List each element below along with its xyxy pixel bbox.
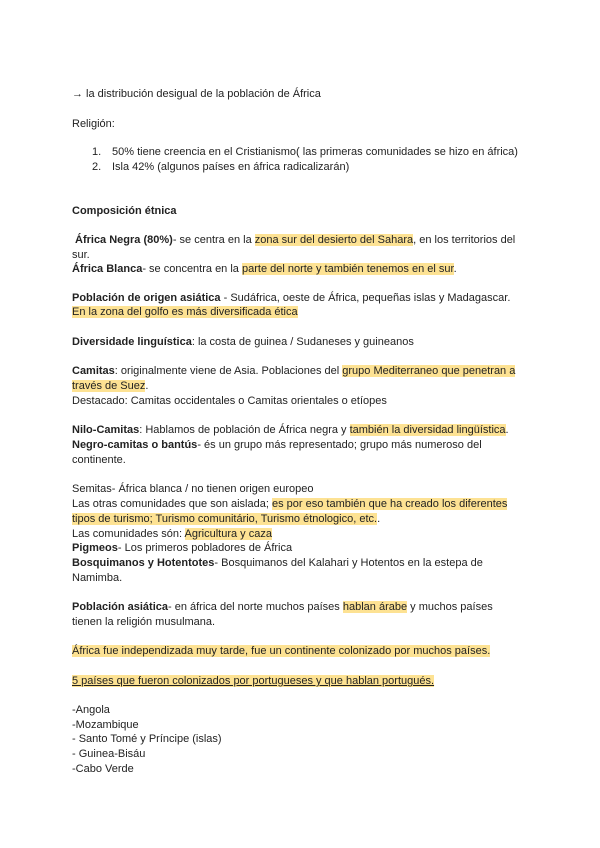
text: : la costa de guinea / Sudaneses y guineanos	[191, 336, 414, 348]
text: .	[453, 263, 457, 275]
independizada-line	[72, 644, 528, 659]
text: - és un grupo más representado; grupo más numeroso del	[197, 439, 482, 451]
poblacion-asiatica-line-2: tienen la religión musulmana.	[72, 616, 216, 628]
pais-item: -Cabo Verde	[72, 763, 134, 775]
list-number: 1.	[92, 146, 102, 158]
asiatica-line-2	[72, 305, 528, 320]
camitas-line-2	[72, 379, 528, 394]
diversidad-line	[72, 335, 528, 350]
negro-camitas-line-2: continente.	[72, 454, 126, 466]
text: - en áfrica del norte muchos países	[167, 601, 343, 613]
pais-item: -Angola	[72, 704, 110, 716]
camitas-destacado: Destacado: Camitas occidentales o Camitas orientales o etíopes	[72, 395, 387, 407]
highlight: grupo Mediterraneo que penetran a	[342, 365, 516, 377]
religion-label: Religión:	[72, 118, 115, 130]
highlight: también la diversidad lingüística	[349, 424, 506, 436]
term-bold: África Blanca	[72, 263, 143, 275]
highlight: zona sur del desierto del Sahara	[254, 234, 414, 246]
cinco-paises-line	[72, 674, 528, 689]
bosquimanos-line	[72, 556, 528, 571]
highlight: través de Suez	[72, 380, 146, 392]
otras-comunidades-line	[72, 497, 528, 512]
list-text: Isla 42% (algunos países en áfrica radicalizarán)	[112, 161, 350, 173]
comunidades-line	[72, 527, 528, 542]
text: y muchos países	[407, 601, 493, 613]
negro-camitas-line	[72, 438, 528, 453]
bosquimanos-line-2: Namimba.	[72, 572, 123, 584]
term-bold: Población de origen asiática	[72, 292, 221, 304]
text: .	[505, 424, 509, 436]
text: - se concentra en la	[142, 263, 242, 275]
highlight: es por eso también que ha creado los diferentes	[271, 498, 508, 510]
text: .	[377, 513, 381, 525]
term-bold: Camitas	[72, 365, 115, 377]
text: - Sudáfrica, oeste de África, pequeñas islas y Madagascar.	[220, 292, 511, 304]
term-bold: Negro-camitas o bantús	[72, 439, 198, 451]
africa-negra-line	[75, 233, 531, 248]
term-bold: Bosquimanos y Hotentotes	[72, 557, 215, 569]
nilo-camitas-line	[72, 423, 528, 438]
term-bold: África Negra (80%)	[75, 234, 173, 246]
term-bold: Diversidade linguística	[72, 336, 192, 348]
semitas-line: Semitas- África blanca / no tienen origen europeo	[72, 483, 314, 495]
highlight: Agricultura y caza	[184, 528, 272, 540]
poblacion-asiatica-line	[72, 600, 528, 615]
text: - Bosquimanos del Kalahari y Hotentos en la estepa de	[214, 557, 483, 569]
highlight: En la zona del golfo es más diversificada ética	[72, 306, 298, 318]
text: : Hablamos de población de África negra y	[139, 424, 350, 436]
text: Las otras comunidades que son aislada;	[72, 498, 272, 510]
highlight: hablan árabe	[342, 601, 408, 613]
africa-negra-line-2: sur.	[72, 249, 90, 261]
text: - Los primeros pobladores de África	[117, 542, 293, 554]
term-bold: Población asiática	[72, 601, 168, 613]
pais-item: -Mozambique	[72, 719, 139, 731]
africa-blanca-line	[72, 262, 528, 277]
term-bold: Pigmeos	[72, 542, 118, 554]
text: - se centra en la	[172, 234, 255, 246]
pais-item: - Santo Tomé y Príncipe (islas)	[72, 733, 222, 745]
highlight: 5 países que fueron colonizados por portugueses y que hablan portugués.	[72, 675, 435, 687]
asiatica-line	[72, 291, 528, 306]
highlight: parte del norte y también tenemos en el sur	[241, 263, 454, 275]
religion-item-1	[72, 145, 528, 160]
text: : originalmente viene de Asia. Poblaciones del	[114, 365, 343, 377]
text: , en los territorios del	[413, 234, 516, 246]
term-bold: Nilo-Camitas	[72, 424, 140, 436]
camitas-line	[72, 364, 528, 379]
religion-item-2	[72, 160, 528, 175]
highlight: tipos de turismo; Turismo comunitário, Turismo étnologico, etc.	[72, 513, 378, 525]
list-number: 2.	[92, 161, 102, 173]
pigmeos-line	[72, 541, 528, 556]
intro-line: → la distribución desigual de la población de África	[72, 88, 321, 100]
highlight: África fue independizada muy tarde, fue un continente colonizado por muchos países.	[72, 645, 491, 657]
composicion-heading: Composición étnica	[72, 205, 177, 217]
otras-comunidades-line-2	[72, 512, 528, 527]
text: Las comunidades són:	[72, 528, 185, 540]
pais-item: - Guinea-Bisáu	[72, 748, 146, 760]
text: .	[145, 380, 149, 392]
list-text: 50% tiene creencia en el Cristianismo( las primeras comunidades se hizo en áfrica)	[112, 146, 518, 158]
